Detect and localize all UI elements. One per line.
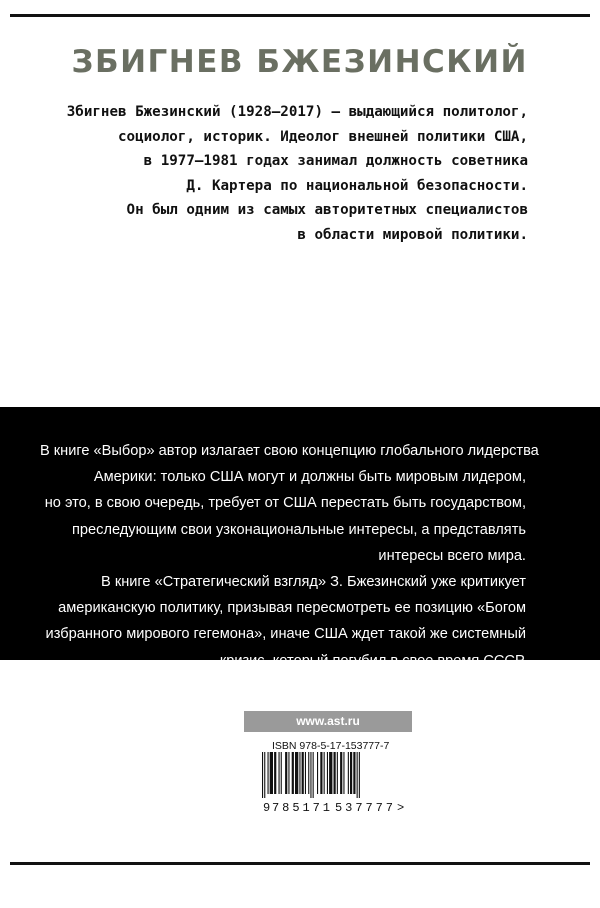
author-name: ЗБИГНЕВ БЖЕЗИНСКИЙ [71, 44, 528, 80]
description-line: Америки: только США могут и должны быть мировым лидером, [93, 469, 526, 486]
isbn-label: ISBN 978-5-17-153777-7 [272, 740, 390, 752]
description-line: преследующим свои узконациональные интересы, а представлять [72, 521, 526, 538]
book-description [40, 438, 539, 674]
bio-line: социолог, историк. Идеолог внешней политики США, [118, 128, 528, 145]
barcode-left-group: 785171 [272, 801, 330, 814]
bottom-rule [10, 862, 590, 865]
description-line: кризис, который погубил в свое время СССР. [219, 652, 526, 669]
barcode-digits [262, 800, 412, 814]
top-rule [10, 14, 590, 17]
bio-line: в области мировой политики. [297, 226, 528, 243]
author-bio [40, 100, 528, 247]
bio-line: Д. Картера по национальной безопасности. [186, 177, 528, 194]
bio-line: Збигнев Бжезинский (1928—2017) — выдающийся политолог, [66, 104, 528, 120]
description-line: В книге «Стратегический взгляд» З. Бжезинский уже критикует [101, 574, 526, 591]
publisher-website[interactable]: www.ast.ru [244, 711, 412, 732]
description-line: американскую политику, призывая пересмотреть ее позицию «Богом [58, 600, 526, 617]
barcode-bars [262, 752, 402, 798]
bio-line: в 1977—1981 годах занимал должность советника [143, 153, 528, 169]
description-line: интересы всего мира. [378, 547, 526, 564]
description-line: В книге «Выбор» автор излагает свою концепцию глобального лидерства [40, 443, 539, 459]
barcode-end-mark: > [397, 801, 405, 814]
barcode-lead-digit: 9 [263, 801, 271, 814]
description-line: избранного мирового гегемона», иначе США ждет такой же системный [45, 626, 526, 643]
description-line: но это, в свою очередь, требует от США перестать быть государством, [44, 495, 526, 512]
barcode-right-group: 537777 [335, 801, 393, 814]
bio-line: Он был одним из самых авторитетных специалистов [126, 202, 528, 218]
